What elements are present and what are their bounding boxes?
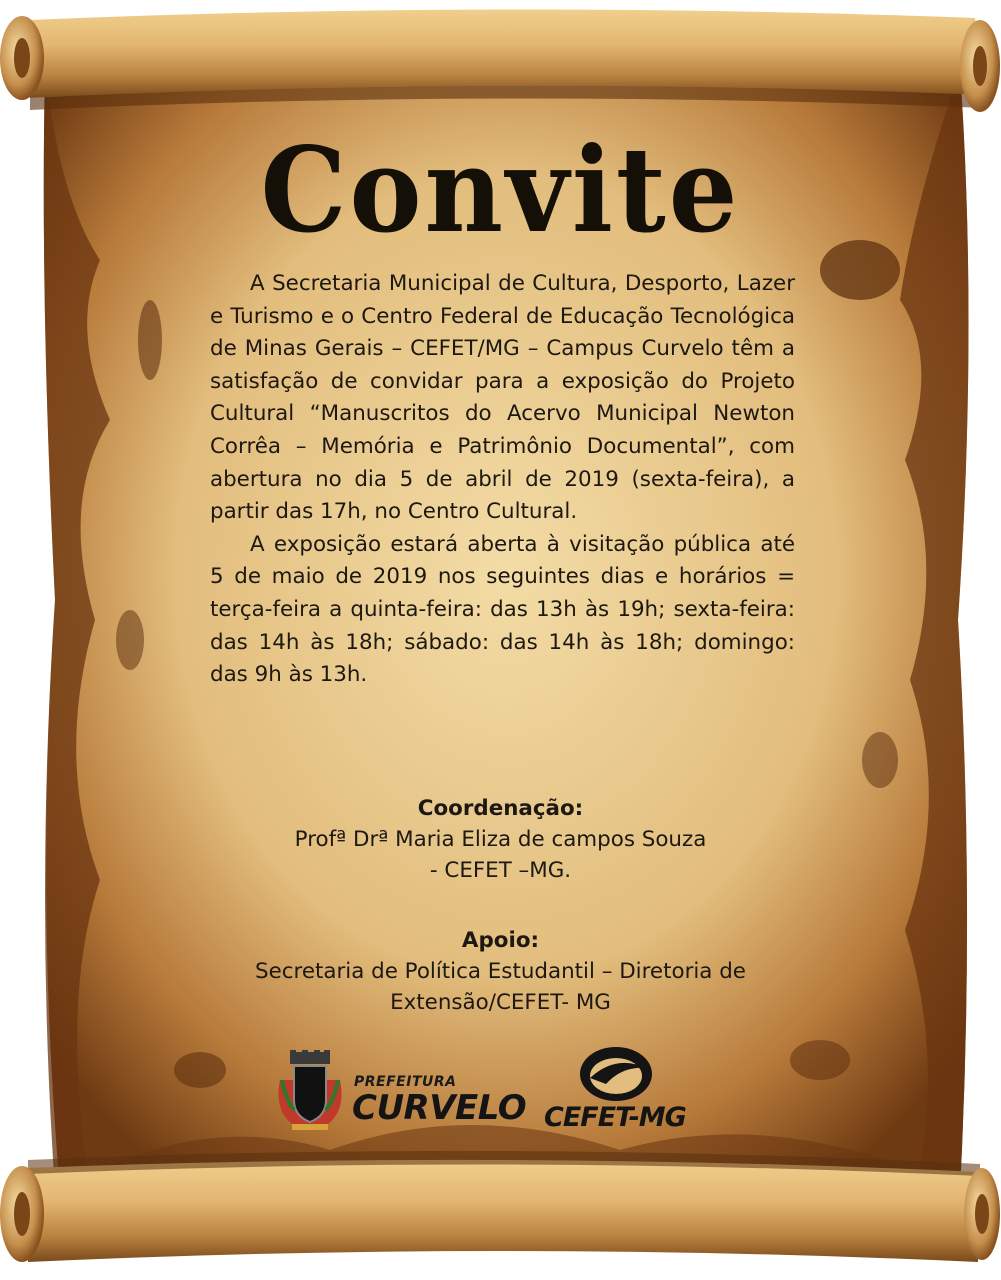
cefet-emblem-icon	[576, 1044, 656, 1104]
paragraph-opening: A Secretaria Municipal de Cultura, Desporto, Lazer e Turismo e o Centro Federal de Educação Tecnológica de Minas Gerais – CEFET/MG – Campus Curvelo têm a satisfação de convidar para a exposição do Projeto Cultural “Manuscritos do Acervo Municipal Newton Corrêa – Memória e Patrimônio Documental”, com abertura no dia 5 de abril de 2019 (sexta-feira), a partir das 17h, no Centro Cultural.	[210, 271, 795, 525]
support-heading: Apoio:	[461, 928, 540, 953]
support-line-1: Secretaria de Política Estudantil – Diretoria de	[255, 959, 746, 984]
invitation-title: Convite	[260, 122, 741, 260]
cefet-label: CEFET-MG	[544, 1102, 686, 1133]
coordination-name: Profª Drª Maria Eliza de campos Souza	[294, 827, 707, 852]
coordination-institution: - CEFET –MG.	[429, 858, 572, 883]
cefet-mg-logo	[540, 1044, 690, 1136]
prefeitura-curvelo-logo	[272, 1050, 534, 1134]
paragraph-schedule: A exposição estará aberta à visitação pública até 5 de maio de 2019 nos seguintes dias e horários = terça-feira a quinta-feira: das 13h às 19h; sexta-feira: das 14h às 18h; sábado: das 14h às 18h; domingo: das 9h às 13h.	[210, 531, 795, 688]
support-section	[0, 925, 1001, 1018]
curvelo-label: CURVELO	[352, 1088, 527, 1128]
coordination-section	[0, 793, 1001, 886]
city-crest-icon	[272, 1050, 348, 1134]
support-line-2: Extensão/CEFET- MG	[390, 990, 611, 1015]
invitation-body	[210, 268, 795, 692]
prefeitura-label: PREFEITURA	[354, 1074, 457, 1090]
coordination-heading: Coordenação:	[417, 796, 584, 821]
